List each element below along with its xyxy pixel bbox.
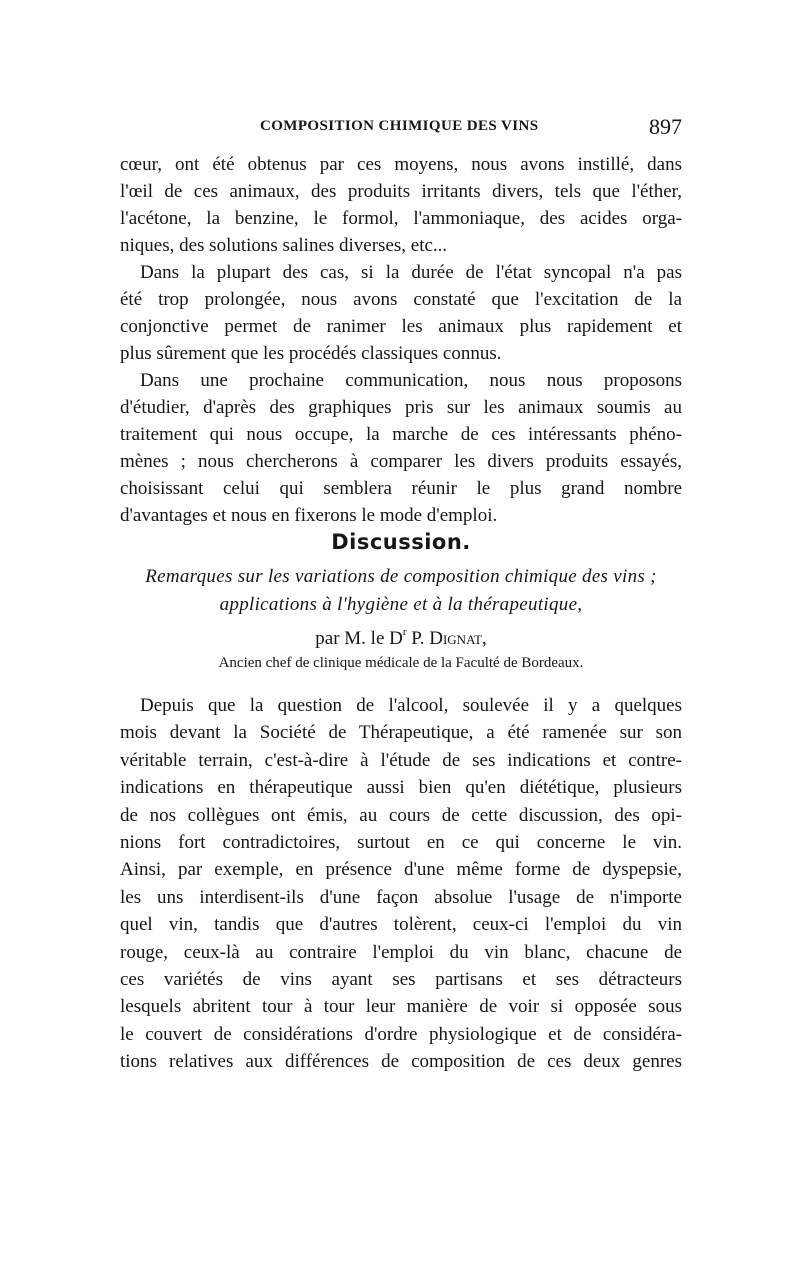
text-line: été trop prolongée, nous avons constaté que l'excitation de la (120, 289, 682, 310)
text-line: rouge, ceux-là au contraire l'emploi du vin blanc, chacune de (120, 941, 682, 963)
intro-paragraphs (120, 151, 682, 529)
text-line: l'acétone, la benzine, le formol, l'ammoniaque, des acides orga- (120, 208, 682, 229)
text-line: les uns interdisent-ils d'une façon absolue l'usage de n'importe (120, 886, 682, 908)
text-line: plus sûrement que les procédés classiques connus. (120, 343, 502, 364)
text-line: mois devant la Société de Thérapeutique, a été ramenée sur son (120, 722, 682, 744)
text-line: conjonctive permet de ranimer les animaux plus rapidement et (120, 316, 682, 337)
text-line: tions relatives aux différences de composition de ces deux genres (120, 1051, 682, 1073)
text-line: Depuis que la question de l'alcool, soulevée il y a quelques (140, 695, 682, 716)
text-line: cœur, ont été obtenus par ces moyens, nous avons instillé, dans (120, 154, 682, 175)
author-name: P. Dignat, (411, 628, 487, 649)
running-header (120, 114, 682, 144)
text-line: l'œil de ces animaux, des produits irritants divers, tels que l'éther, (120, 181, 682, 202)
text-line: traitement qui nous occupe, la marche de ces intéressants phéno- (120, 424, 682, 445)
text-line: lesquels abritent tour à tour leur manière de voir si opposée sous (120, 996, 682, 1018)
text-line: le couvert de considérations d'ordre physiologique et de considéra- (120, 1023, 682, 1045)
running-title: COMPOSITION CHIMIQUE DES VINS (260, 118, 539, 134)
text-line: niques, des solutions salines diverses, etc... (120, 235, 448, 256)
text-line: véritable terrain, c'est-à-dire à l'étude de ses indications et contre- (120, 749, 682, 771)
text-line: nions fort contradictoires, surtout en ce qui concerne le vin. (120, 831, 682, 853)
author-affiliation: Ancien chef de clinique médicale de la Faculté de Bordeaux. (218, 655, 584, 671)
discussion-body (120, 692, 682, 1075)
text-line: de nos collègues ont émis, au cours de cette discussion, des opi- (120, 804, 682, 826)
text-line: d'avantages et nous en fixerons le mode d'emploi. (120, 505, 498, 526)
section-subtitle-line-1: Remarques sur les variations de composition chimique des vins ; (145, 566, 657, 587)
page-number: 897 (649, 114, 682, 139)
byline-superscript: r (402, 626, 407, 638)
text-line: choisissant celui qui semblera réunir le plus grand nombre (120, 478, 682, 499)
text-line: quel vin, tandis que d'autres tolèrent, ceux-ci l'emploi du vin (120, 914, 682, 936)
text-line: mènes ; nous chercherons à comparer les divers produits essayés, (120, 451, 682, 472)
text-line: d'étudier, d'après des graphiques pris sur les animaux soumis au (120, 397, 682, 418)
author-byline (120, 628, 682, 650)
byline-prefix: par M. le D (315, 628, 403, 649)
text-line: Dans la plupart des cas, si la durée de l'état syncopal n'a pas (140, 262, 682, 283)
section-subtitle-line-2: applications à l'hygiène et à la thérapeutique, (219, 594, 583, 615)
text-line: Ainsi, par exemple, en présence d'une même forme de dyspepsie, (120, 859, 682, 881)
text-line: Dans une prochaine communication, nous nous proposons (140, 370, 682, 391)
text-line: indications en thérapeutique aussi bien qu'en diététique, plusieurs (120, 777, 682, 799)
section-title: Discussion. (331, 530, 471, 554)
text-line: ces variétés de vins ayant ses partisans et ses détracteurs (120, 968, 682, 990)
